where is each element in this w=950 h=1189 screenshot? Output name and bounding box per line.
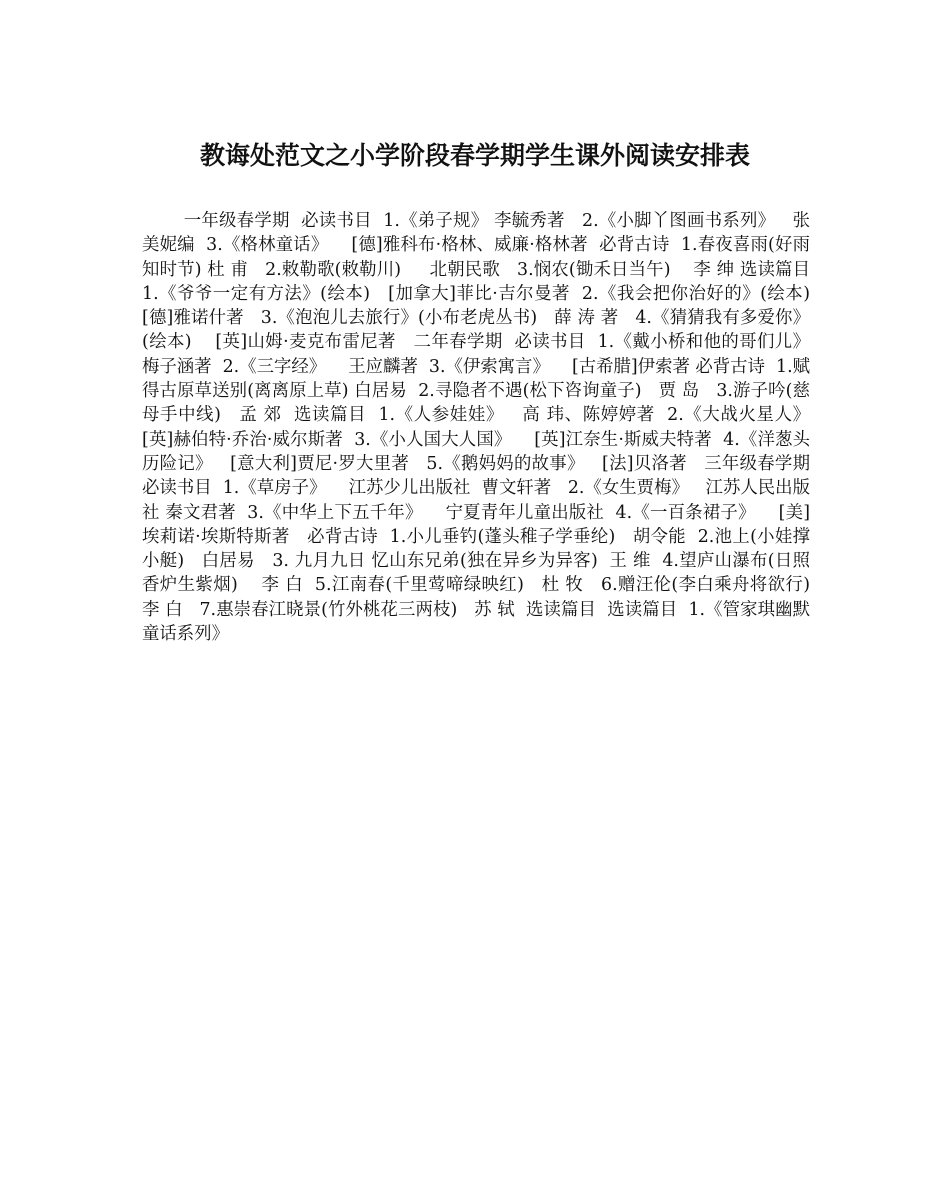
document-title: 教诲处范文之小学阶段春学期学生课外阅读安排表 (199, 141, 750, 170)
reading-list-body: 一年级春学期 必读书目 1.《弟子规》 李毓秀著 2.《小脚丫图画书系列》 张美妮编 3.《格林童话》 [德]雅科布·格林、威廉·格林著 必背古诗 1.春夜喜雨(好雨知时节) 杜 甫 2.敕勒歌(敕勒川) 北朝民歌 3.悯农(锄禾日当午) 李 绅 选读篇目 1.《爷爷一定有方法》(绘本) [加拿大]菲比·吉尔曼著 2.《我会把你治好的》(绘本) [德]雅诺什著 3.《泡泡儿去旅行》(小布老虎丛书) 薛 涛 著 4.《猜猜我有多爱你》(绘本) [英]山姆·麦克布雷尼著 二年春学期 必读书目 1.《戴小桥和他的哥们儿》 梅子涵著 2.《三字经》 王应麟著 3.《伊索寓言》 [古希腊]伊索著 必背古诗 1.赋得古原草送别(离离原上草) 白居易 2.寻隐者不遇(松下咨询童子) 贾 岛 3.游子吟(慈母手中线) 孟 郊 选读篇目 1.《人参娃娃》 高 玮、陈婷婷著 2.《大战火星人》 [英]赫伯特·乔治·威尔斯著 3.《小人国大人国》 [英]江奈生·斯威夫特著 4.《洋葱头历险记》 [意大利]贾尼·罗大里著 5.《鹅妈妈的故事》 [法]贝洛著 三年级春学期 必读书目 1.《草房子》 江苏少儿出版社 曹文轩著 2.《女生贾梅》 江苏人民出版社 秦文君著 3.《中华上下五千年》 宁夏青年儿童出版社 4.《一百条裙子》 [美]埃莉诺·埃斯特斯著 必背古诗 1.小儿垂钓(蓬头稚子学垂纶) 胡令能 2.池上(小娃撑小艇) 白居易 3. 九月九日 忆山东兄弟(独在异乡为异客) 王 维 4.望庐山瀑布(日照香炉生紫烟) 李 白 5.江南春(千里莺啼绿映红) 杜 牧 6.赠汪伦(李白乘舟将欲行) 李 白 7.惠崇春江晓景(竹外桃花三两枝) 苏 轼 选读篇目 选读篇目 1.《管家琪幽默童话系列》 (142, 211, 833, 645)
